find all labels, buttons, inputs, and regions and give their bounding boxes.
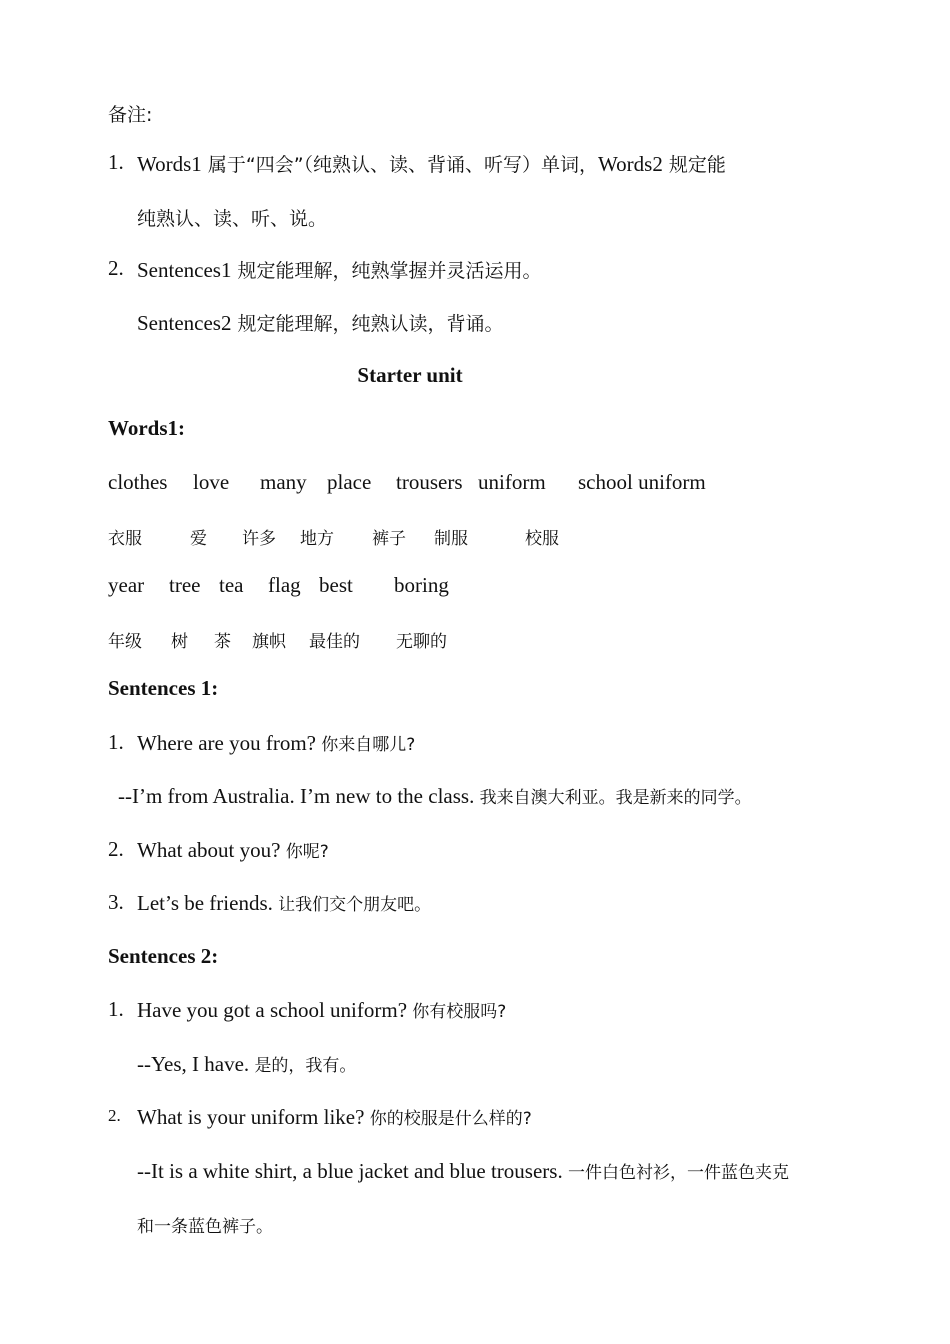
sentences1-item1-reply-en: --I’m from Australia. I’m new to the class. (118, 784, 480, 808)
notes-item1-number: 1. (108, 150, 124, 174)
word-tree: tree (169, 573, 201, 597)
sentences2-item1-reply-en: --Yes, I have. (137, 1052, 255, 1076)
sentences1-item3-en: Let’s be friends. (137, 891, 279, 915)
sentences2-item1-en: Have you got a school uniform? (137, 998, 413, 1022)
sentences1-item3-cn: 让我们交个朋友吧。 (278, 895, 432, 915)
word-flag: flag (268, 573, 301, 597)
sentences2-item2-reply-cn1: 一件白色衬衫，一件蓝色夹克 (567, 1163, 789, 1183)
sentences1-item1-reply (118, 783, 752, 809)
notes-item2-number: 2. (108, 256, 124, 280)
sentences2-item2-cn: 你的校服是什么样的? (369, 1109, 532, 1129)
word-cn-clothes: 衣服 (108, 529, 142, 549)
sentences1-item2-en: What about you? (137, 838, 286, 862)
notes-item2-line (137, 256, 542, 283)
word-trousers: trousers (396, 470, 463, 494)
notes-item2-en: Sentences1 (137, 258, 232, 282)
sentences2-item1-reply-cn: 是的，我有。 (254, 1056, 357, 1076)
word-school-uniform: school uniform (578, 470, 706, 494)
sentences2-item1-reply (137, 1051, 356, 1077)
words1-row1-chinese (108, 524, 578, 548)
sentences2-item2-reply-en: --It is a white shirt, a blue jacket and blue trousers. (137, 1159, 568, 1183)
sentences2-item1 (137, 997, 506, 1023)
word-cn-trousers: 裤子 (372, 529, 406, 549)
sentences2-heading: Sentences 2: (108, 944, 219, 968)
notes-item1-en2: Words2 (598, 152, 663, 176)
notes-item1-cn2: 规定能 (662, 154, 726, 176)
words1-heading: Words1: (108, 416, 186, 440)
sentences2-item2-number: 2. (108, 1106, 121, 1125)
words1-row2-english (108, 573, 452, 599)
sentences1-item1-reply-cn: 我来自澳大利亚。我是新来的同学。 (479, 788, 752, 808)
sentences1-item1-en: Where are you from? (137, 731, 322, 755)
sentences1-item1-number: 1. (108, 730, 124, 754)
word-cn-many: 许多 (242, 529, 276, 549)
word-cn-boring: 无聊的 (396, 632, 447, 652)
sentences2-item2-en: What is your uniform like? (137, 1105, 370, 1129)
sentences2-item2 (137, 1104, 532, 1130)
sentences2-item2-reply-cn2: 和一条蓝色裤子。 (137, 1217, 273, 1237)
word-place: place (327, 470, 372, 494)
word-cn-place: 地方 (300, 529, 334, 549)
notes-item1-cn1: 属于“四会”（纯熟认、读、背诵、听写）单词， (201, 154, 599, 176)
sentences1-item3-number: 3. (108, 890, 124, 914)
words1-row2-chinese (108, 627, 468, 651)
sentences2-item1-number: 1. (108, 997, 124, 1021)
notes-item3-en: Sentences2 (137, 311, 232, 335)
sentences2-item1-cn: 你有校服吗? (412, 1002, 507, 1022)
sentences1-item2-cn: 你呢? (285, 842, 329, 862)
notes-item3-line (137, 309, 504, 336)
word-love: love (193, 470, 230, 494)
word-best: best (319, 573, 353, 597)
word-cn-uniform: 制服 (434, 529, 468, 549)
word-cn-flag: 旗帜 (252, 632, 286, 652)
word-cn-year: 年级 (108, 632, 142, 652)
word-tea: tea (219, 573, 244, 597)
sentences1-heading: Sentences 1: (108, 676, 219, 700)
word-many: many (260, 470, 307, 494)
notes-item1-line2: 纯熟认、读、听、说。 (137, 208, 328, 230)
notes-item3-cn: 规定能理解，纯熟认读，背诵。 (231, 313, 504, 335)
notes-item2-cn: 规定能理解，纯熟掌握并灵活运用。 (231, 260, 542, 282)
sentences1-item2 (137, 837, 329, 863)
word-uniform: uniform (478, 470, 546, 494)
sentences1-item3 (137, 890, 431, 916)
word-cn-tree: 树 (171, 632, 188, 652)
word-cn-tea: 茶 (214, 632, 231, 652)
notes-title: 备注: (108, 104, 153, 126)
word-cn-love: 爱 (190, 529, 207, 549)
word-cn-best: 最佳的 (309, 632, 360, 652)
word-cn-school-uniform: 校服 (525, 529, 559, 549)
sentences1-item1-cn: 你来自哪儿? (321, 735, 416, 755)
sentences2-item2-reply (137, 1158, 789, 1184)
word-boring: boring (394, 573, 449, 597)
notes-item1-line1 (137, 150, 726, 177)
words1-row1-english (108, 470, 714, 496)
notes-item1-en1: Words1 (137, 152, 202, 176)
word-clothes: clothes (108, 470, 168, 494)
sentences1-item1 (137, 730, 415, 756)
word-year: year (108, 573, 145, 597)
unit-title: Starter unit (357, 363, 463, 387)
sentences1-item2-number: 2. (108, 837, 124, 861)
